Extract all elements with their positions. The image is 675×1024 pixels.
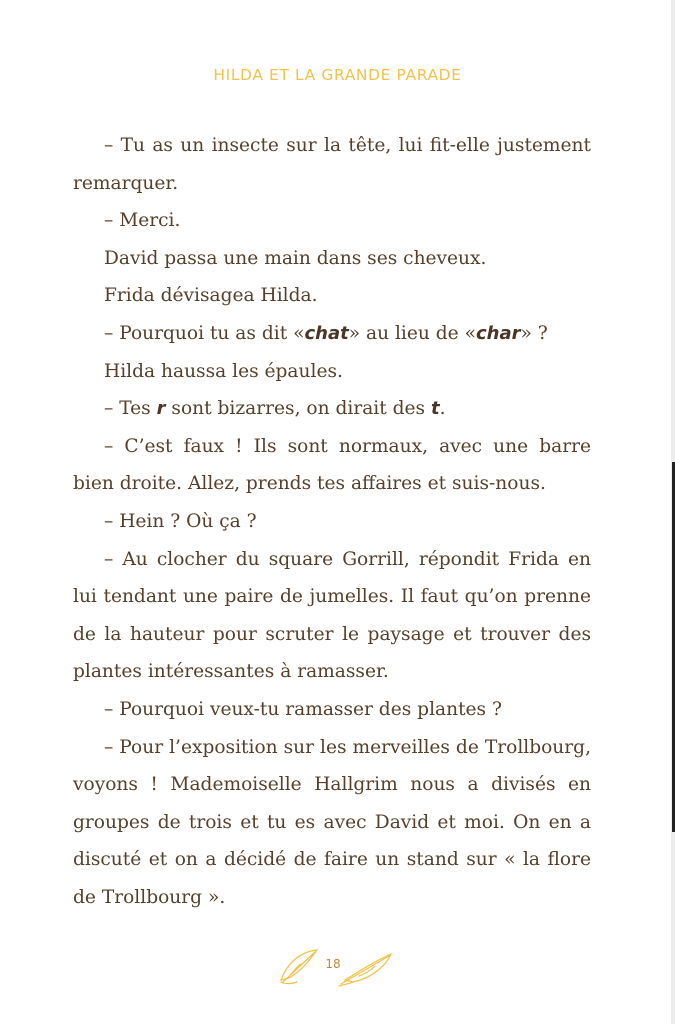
paragraph: – Hein ? Où ça ? [104,510,257,532]
body-text [73,127,591,916]
handwritten-word: chat [304,322,349,344]
paragraph [73,390,591,428]
handwritten-letter: r [156,398,166,420]
handwritten-letter: t [431,398,440,420]
feather-icon [281,950,317,984]
page-number: 18 [325,957,341,971]
paragraph: – Au clocher du square Gorrill, répondit Frida en lui tendant une paire de jumelles. Il faut qu’on prenne de la hauteur pour scruter le paysage et trouver des plantes intéressantes à ramasser. [73,548,591,683]
paragraph: – Tu as un insecte sur la tête, lui fit-elle justement remarquer. [73,135,591,194]
text-run: » au lieu de « [348,322,476,344]
running-head: HILDA ET LA GRANDE PARADE [213,66,462,84]
paragraph: – Pourquoi veux-tu ramasser des plantes ? [104,698,502,720]
text-run: . [439,398,446,420]
text-run: – Pourquoi tu as dit « [104,322,305,344]
text-run: » ? [520,322,548,344]
paragraph: – C’est faux ! Ils sont normaux, avec une barre bien droite. Allez, prends tes affaires et suis-nous. [73,435,591,495]
paragraph: – Merci. [104,210,181,232]
page-footer [0,944,675,988]
text-run: – Tes [104,398,157,420]
paragraph: David passa une main dans ses cheveux. [104,247,487,269]
paragraph: – Pour l’exposition sur les merveilles de Trollbourg, voyons ! Mademoiselle Hallgrim nous a divisés en groupes de trois et tu es avec David et moi. On en a discuté et on a décidé de faire un stand sur « la flore de Trollbourg ». [73,736,591,908]
paragraph: Frida dévisagea Hilda. [104,285,318,307]
paragraph: Hilda haussa les épaules. [104,360,343,382]
paragraph [73,315,591,353]
handwritten-word: char [475,322,521,344]
text-run: sont bizarres, on dirait des [165,398,431,420]
